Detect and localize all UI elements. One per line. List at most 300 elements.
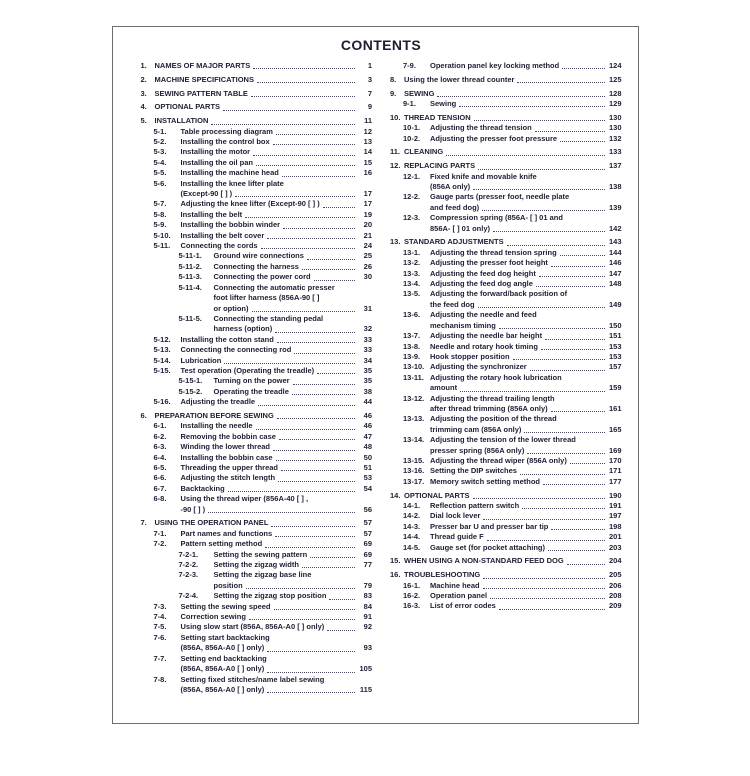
toc-entry: [141, 199, 373, 209]
toc-entry-text: Hook stopper position: [430, 351, 510, 361]
dotted-leader: [271, 526, 355, 527]
toc-entry: [141, 432, 373, 442]
toc-entry-body: [430, 289, 622, 310]
page-number: 170: [608, 455, 622, 465]
toc-entry-number: 5-14.: [153, 355, 171, 365]
toc-entry-number: 14-4.: [403, 532, 421, 542]
toc-entry-text: Adjusting the needle bar height: [430, 331, 543, 341]
toc-entry-body: [214, 283, 373, 314]
toc-entry-number: 6-7.: [153, 483, 167, 493]
toc-entry-number: 6-5.: [153, 462, 167, 472]
page-number: 25: [363, 251, 372, 261]
dotted-leader: [460, 391, 604, 392]
toc-entry: [141, 376, 373, 386]
page-number: 69: [363, 539, 372, 549]
toc-entry-text: Setting the sewing speed: [180, 601, 271, 611]
page-number: 7: [367, 88, 372, 98]
toc-entry-body: [430, 213, 622, 234]
toc-entry-number: 13-16.: [403, 466, 425, 476]
toc-entry: [141, 116, 373, 126]
toc-entry-body: [404, 237, 622, 247]
toc-entry-number: 7-6.: [153, 632, 167, 642]
toc-entry-text: NAMES OF MAJOR PARTS: [154, 61, 251, 70]
toc-entry-body: [430, 394, 622, 415]
toc-entry: [141, 654, 373, 675]
toc-entry-body: [181, 633, 373, 654]
dotted-leader: [507, 245, 605, 246]
toc-entry-body: [214, 251, 373, 261]
dotted-leader: [276, 460, 355, 461]
page-number: 93: [363, 643, 372, 653]
dotted-leader: [499, 328, 605, 329]
toc-entry-text: position: [213, 580, 243, 590]
page-number: 157: [608, 362, 622, 372]
dotted-leader: [473, 498, 605, 499]
toc-entry-number: 9.: [390, 88, 397, 98]
toc-entry-text: Connecting the harness: [213, 261, 299, 271]
toc-entry-text: PREPARATION BEFORE SEWING: [154, 410, 274, 420]
page-number: 146: [608, 258, 622, 268]
page-number: 191: [608, 500, 622, 510]
dotted-leader: [277, 418, 355, 419]
toc-entry-body: [404, 147, 622, 157]
dotted-leader: [483, 588, 605, 589]
toc-entry-number: 5-15-2.: [178, 386, 203, 396]
toc-entry-body: [404, 89, 622, 99]
toc-entry-body: [430, 466, 622, 476]
toc-entry-body: [430, 362, 622, 372]
toc-entry-number: 5-15-1.: [178, 376, 203, 386]
toc-entry: [141, 102, 373, 112]
toc-entry-body: [430, 532, 622, 542]
toc-entry-number: 13-9.: [403, 351, 421, 361]
page-number: 26: [363, 261, 372, 271]
page-number: 124: [608, 61, 622, 70]
dotted-leader: [520, 474, 605, 475]
toc-entry-number: 5-15.: [153, 365, 171, 375]
toc-entry-text: Adjusting the synchronizer: [430, 362, 527, 372]
page-number: 15: [363, 157, 372, 167]
toc-entry-text: Installing the belt cover: [180, 230, 265, 240]
toc-entry-text: REPLACING PARTS: [404, 161, 476, 171]
page-number: 169: [608, 445, 622, 455]
page-number: 144: [608, 247, 622, 257]
toc-entry: [141, 241, 373, 251]
page-number: 148: [608, 279, 622, 289]
dotted-leader: [543, 484, 604, 485]
page-number: 9: [367, 102, 372, 112]
toc-entry-text: presser spring (856A only): [430, 445, 525, 455]
dotted-leader: [253, 155, 355, 156]
toc-entry: [390, 362, 622, 372]
toc-entry-text: TROUBLESHOOTING: [404, 570, 481, 580]
toc-entry-body: [181, 473, 373, 483]
page-number: 12: [363, 126, 372, 136]
toc-entry-text: INSTALLATION: [154, 116, 209, 126]
toc-entry-body: [430, 591, 622, 601]
dotted-leader: [478, 307, 605, 308]
toc-entry: [141, 463, 373, 473]
toc-entry-body: [181, 199, 373, 209]
toc-entry: [141, 89, 373, 99]
dotted-leader: [327, 630, 355, 631]
toc-entry-number: 7-9.: [403, 61, 416, 70]
toc-entry-text: Needle and rotary hook timing: [430, 341, 538, 351]
toc-entry-text: Backtacking: [180, 483, 225, 493]
toc-entry-number: 5-7.: [153, 199, 167, 209]
toc-entry-number: 13-15.: [403, 455, 425, 465]
toc-entry-text: Setting the zigzag width: [213, 560, 299, 570]
page-number: 79: [363, 580, 372, 590]
toc-entry-number: 5-3.: [153, 147, 167, 157]
page-number: 130: [608, 112, 622, 122]
toc-entry-text: (856A only): [430, 182, 471, 192]
toc-entry: [390, 373, 622, 394]
dotted-leader: [307, 259, 355, 260]
toc-entry-number: 5-11-4.: [178, 282, 202, 292]
dotted-leader: [253, 68, 355, 69]
toc-entry-number: 5-2.: [153, 137, 167, 146]
toc-entry-number: 5-11-3.: [178, 272, 202, 282]
toc-entry-text: (856A, 856A-A0 [ ] only): [180, 643, 265, 653]
dotted-leader: [302, 269, 355, 270]
page-number: 83: [363, 591, 372, 601]
page-number: 17: [363, 189, 372, 199]
dotted-leader: [527, 453, 604, 454]
toc-entry: [390, 570, 622, 580]
toc-entry-number: 6-6.: [153, 473, 167, 483]
page-number: 33: [363, 345, 372, 355]
page-number: 206: [608, 580, 622, 590]
toc-entry: [141, 61, 373, 71]
page-number: 77: [363, 560, 372, 570]
toc-entry-text: SEWING PATTERN TABLE: [154, 88, 248, 98]
toc-entry: [390, 192, 622, 213]
toc-entry: [390, 89, 622, 99]
toc-entry-text: Operation panel: [430, 591, 488, 601]
page-number: 19: [363, 209, 372, 219]
toc-entry: [141, 602, 373, 612]
toc-entry-body: [155, 116, 373, 126]
toc-entry-body: [214, 272, 373, 282]
toc-entry: [141, 622, 373, 632]
dotted-leader: [545, 339, 604, 340]
toc-entry-number: 14-3.: [403, 521, 421, 531]
toc-entry-text: and feed dog): [430, 202, 480, 212]
toc-entry: [141, 453, 373, 463]
toc-entry: [390, 414, 622, 435]
toc-entry-text: Adjusting the knee lifter (Except-90 [ ] ): [180, 199, 320, 209]
toc-entry-number: 1.: [140, 61, 147, 70]
page-number: 54: [363, 483, 372, 493]
toc-entry: [390, 477, 622, 487]
toc-entry: [141, 314, 373, 335]
toc-entry-body: [214, 550, 373, 560]
toc-entry-text: List of error codes: [430, 601, 496, 611]
dotted-leader: [208, 512, 355, 513]
dotted-leader: [281, 470, 355, 471]
toc-entry: [141, 529, 373, 539]
dotted-leader: [524, 432, 604, 433]
dotted-leader: [267, 692, 355, 693]
toc-entry: [141, 494, 373, 515]
toc-entry-body: [181, 158, 373, 168]
page-number: 46: [363, 410, 372, 420]
dotted-leader: [273, 450, 355, 451]
page-number: 139: [608, 202, 622, 212]
dotted-leader: [314, 280, 355, 281]
toc-entry-number: 2.: [140, 74, 147, 84]
toc-entry-text: Adjusting the rotary hook lubrication: [430, 372, 562, 382]
dotted-leader: [539, 276, 605, 277]
toc-entry-body: [430, 310, 622, 331]
dotted-leader: [567, 564, 605, 565]
toc-entry-body: [430, 279, 622, 289]
toc-entry: [141, 220, 373, 230]
dotted-leader: [517, 82, 604, 83]
dotted-leader: [267, 238, 355, 239]
toc-columns: [141, 61, 622, 695]
dotted-leader: [277, 342, 355, 343]
dotted-leader: [459, 106, 604, 107]
toc-column-left: [141, 61, 373, 695]
toc-entry-text: Adjusting the feed dog height: [430, 268, 536, 278]
toc-entry-body: [181, 484, 373, 494]
toc-entry-body: [430, 581, 622, 591]
toc-entry-text: OPTIONAL PARTS: [154, 102, 221, 112]
toc-entry-body: [181, 654, 373, 675]
toc-entry-text: Thread guide F: [430, 532, 484, 542]
toc-entry: [390, 511, 622, 521]
toc-entry: [141, 366, 373, 376]
toc-entry-number: 14-2.: [403, 511, 421, 521]
toc-entry: [390, 134, 622, 144]
page-number: 150: [608, 320, 622, 330]
toc-entry-number: 13-8.: [403, 341, 421, 351]
toc-entry: [390, 501, 622, 511]
toc-entry-number: 5-1.: [153, 126, 167, 136]
toc-entry-number: 13-2.: [403, 258, 421, 268]
toc-entry-body: [214, 570, 373, 591]
toc-entry-text: Connecting the power cord: [213, 272, 311, 282]
toc-entry-number: 13-5.: [403, 289, 421, 299]
toc-entry: [390, 113, 622, 123]
toc-entry-body: [404, 113, 622, 123]
toc-entry-text: Ground wire connections: [213, 251, 304, 261]
toc-entry-body: [430, 192, 622, 213]
page-number: 133: [608, 147, 622, 157]
toc-entry-number: 6-3.: [153, 442, 167, 452]
toc-entry-number: 13-3.: [403, 268, 421, 278]
toc-entry-number: 13-11.: [403, 372, 424, 382]
dotted-leader: [302, 567, 355, 568]
toc-entry: [390, 310, 622, 331]
toc-entry-text: Gauge parts (presser foot, needle plate: [430, 192, 570, 202]
dotted-leader: [536, 286, 605, 287]
toc-entry-text: Installing the motor: [180, 147, 251, 157]
toc-entry: [141, 345, 373, 355]
toc-entry-text: Using the lower thread counter: [404, 74, 515, 84]
page-number: 143: [608, 237, 622, 247]
page-number: 132: [608, 133, 622, 143]
page-number: 205: [608, 570, 622, 580]
dotted-leader: [310, 557, 355, 558]
toc-entry-number: 5-11-5.: [178, 313, 202, 323]
dotted-leader: [293, 384, 355, 385]
toc-entry-number: 10.: [390, 112, 401, 122]
toc-entry-body: [430, 477, 622, 487]
page-number: 204: [608, 556, 622, 566]
toc-entry-number: 5-11-2.: [178, 261, 202, 271]
toc-entry-text: amount: [430, 383, 458, 393]
toc-entry-number: 12.: [390, 161, 401, 171]
page-number: 190: [608, 490, 622, 500]
dotted-leader: [474, 120, 605, 121]
toc-entry-number: 5-4.: [153, 157, 167, 167]
toc-entry-text: Installing the belt: [180, 209, 243, 219]
toc-entry-body: [181, 397, 373, 407]
toc-entry-number: 4.: [140, 102, 147, 112]
toc-entry-body: [155, 61, 373, 71]
toc-entry-number: 7-7.: [153, 653, 167, 663]
page-number: 46: [363, 421, 372, 431]
page-number: 33: [363, 334, 372, 344]
toc-entry: [141, 473, 373, 483]
toc-entry-body: [404, 491, 622, 501]
page-number: 198: [608, 521, 622, 531]
toc-entry-body: [181, 675, 373, 696]
dotted-leader: [257, 82, 355, 83]
toc-entry-text: Adjusting the thread trailing length: [430, 393, 555, 403]
toc-entry-body: [430, 543, 622, 553]
dotted-leader: [256, 165, 355, 166]
toc-entry-text: OPTIONAL PARTS: [404, 490, 470, 500]
toc-entry-text: harness (option): [213, 324, 273, 334]
dotted-leader: [493, 231, 604, 232]
toc-entry: [390, 289, 622, 310]
dotted-leader: [224, 363, 355, 364]
toc-entry: [390, 248, 622, 258]
toc-entry-number: 7-2-2.: [178, 560, 199, 570]
page-number: 84: [363, 601, 372, 611]
dotted-leader: [329, 599, 355, 600]
toc-entry-text: Presser bar U and presser bar tip: [430, 521, 549, 531]
page-number: 137: [608, 161, 622, 171]
toc-entry-body: [430, 331, 622, 341]
toc-entry-text: STANDARD ADJUSTMENTS: [404, 237, 504, 247]
toc-entry-text: Lubrication: [180, 355, 222, 365]
toc-entry-number: 5-5.: [153, 168, 167, 178]
toc-entry-text: Adjusting the tension of the lower thread: [430, 435, 576, 445]
toc-entry: [390, 456, 622, 466]
page-number: 197: [608, 511, 622, 521]
toc-entry: [390, 352, 622, 362]
toc-entry-text: mechanism timing: [430, 320, 496, 330]
dotted-leader: [570, 463, 605, 464]
toc-entry-body: [404, 161, 622, 171]
toc-entry-number: 11.: [390, 147, 401, 157]
toc-entry-text: Setting the zigzag base line: [213, 570, 312, 580]
toc-entry: [141, 127, 373, 137]
toc-entry-body: [430, 501, 622, 511]
page-number: 128: [608, 88, 622, 98]
dotted-leader: [279, 439, 355, 440]
page-number: 53: [363, 473, 372, 483]
toc-entry-body: [430, 373, 622, 394]
toc-entry-text: Dial lock lever: [430, 511, 481, 521]
toc-entry-text: (856A, 856A-A0 [ ] only): [180, 684, 265, 694]
toc-entry-text: Test operation (Operating the treadle): [180, 365, 315, 375]
page-number: 138: [608, 182, 622, 192]
toc-entry-number: 13-4.: [403, 279, 421, 289]
toc-entry-number: 14-5.: [403, 542, 421, 552]
page-number: 24: [363, 241, 372, 251]
page-number: 153: [608, 341, 622, 351]
toc-entry-text: Setting the zigzag stop position: [213, 591, 327, 601]
toc-entry-number: 14.: [390, 490, 401, 500]
toc-entry: [390, 258, 622, 268]
toc-entry-text: the feed dog: [430, 299, 475, 309]
toc-entry-text: Adjusting the thread tension: [430, 123, 532, 133]
toc-entry: [390, 99, 622, 109]
toc-entry-text: CLEANING: [404, 147, 444, 157]
toc-entry-number: 13-12.: [403, 393, 425, 403]
toc-entry-text: Operating the treadle: [213, 386, 289, 396]
page-number: 13: [363, 137, 372, 146]
page-number: 14: [363, 147, 372, 157]
toc-entry-text: Machine head: [430, 580, 480, 590]
toc-entry-number: 6-8.: [153, 494, 167, 504]
page-number: 34: [363, 355, 372, 365]
page-number: 177: [608, 476, 622, 486]
dotted-leader: [283, 228, 355, 229]
page-number: 142: [608, 223, 622, 233]
dotted-leader: [473, 189, 604, 190]
toc-entry-number: 5-6.: [153, 178, 167, 188]
page-number: 92: [363, 622, 372, 632]
toc-entry: [141, 518, 373, 528]
page-number: 171: [608, 466, 622, 476]
toc-entry-number: 16-1.: [403, 580, 421, 590]
toc-entry-body: [181, 453, 373, 463]
dotted-leader: [223, 110, 355, 111]
page-number: 91: [363, 612, 372, 622]
toc-entry-number: 16-3.: [403, 601, 421, 611]
toc-entry-text: Installing the oil pan: [180, 157, 254, 167]
toc-entry-text: Operation panel key locking method: [430, 61, 560, 70]
toc-entry-text: Connecting the connecting rod: [180, 345, 292, 355]
toc-entry-number: 6-4.: [153, 452, 167, 462]
page-number: 115: [359, 684, 372, 694]
toc-entry-text: Installing the needle: [180, 421, 253, 431]
toc-entry-number: 7-2.: [153, 539, 167, 549]
toc-entry-text: Correction sewing: [180, 612, 246, 622]
toc-entry-number: 16.: [390, 570, 401, 580]
dotted-leader: [560, 255, 605, 256]
toc-entry: [141, 397, 373, 407]
toc-entry-body: [181, 179, 373, 200]
page-number: 165: [608, 424, 622, 434]
toc-entry-body: [181, 345, 373, 355]
toc-entry-number: 6-2.: [153, 431, 167, 441]
toc-entry-body: [181, 442, 373, 452]
dotted-leader: [278, 481, 355, 482]
toc-entry-number: 12-1.: [403, 171, 421, 181]
toc-entry-text: Installing the bobbin winder: [180, 220, 281, 230]
toc-entry: [141, 411, 373, 421]
toc-entry: [141, 633, 373, 654]
toc-entry-number: 5-10.: [153, 230, 171, 240]
